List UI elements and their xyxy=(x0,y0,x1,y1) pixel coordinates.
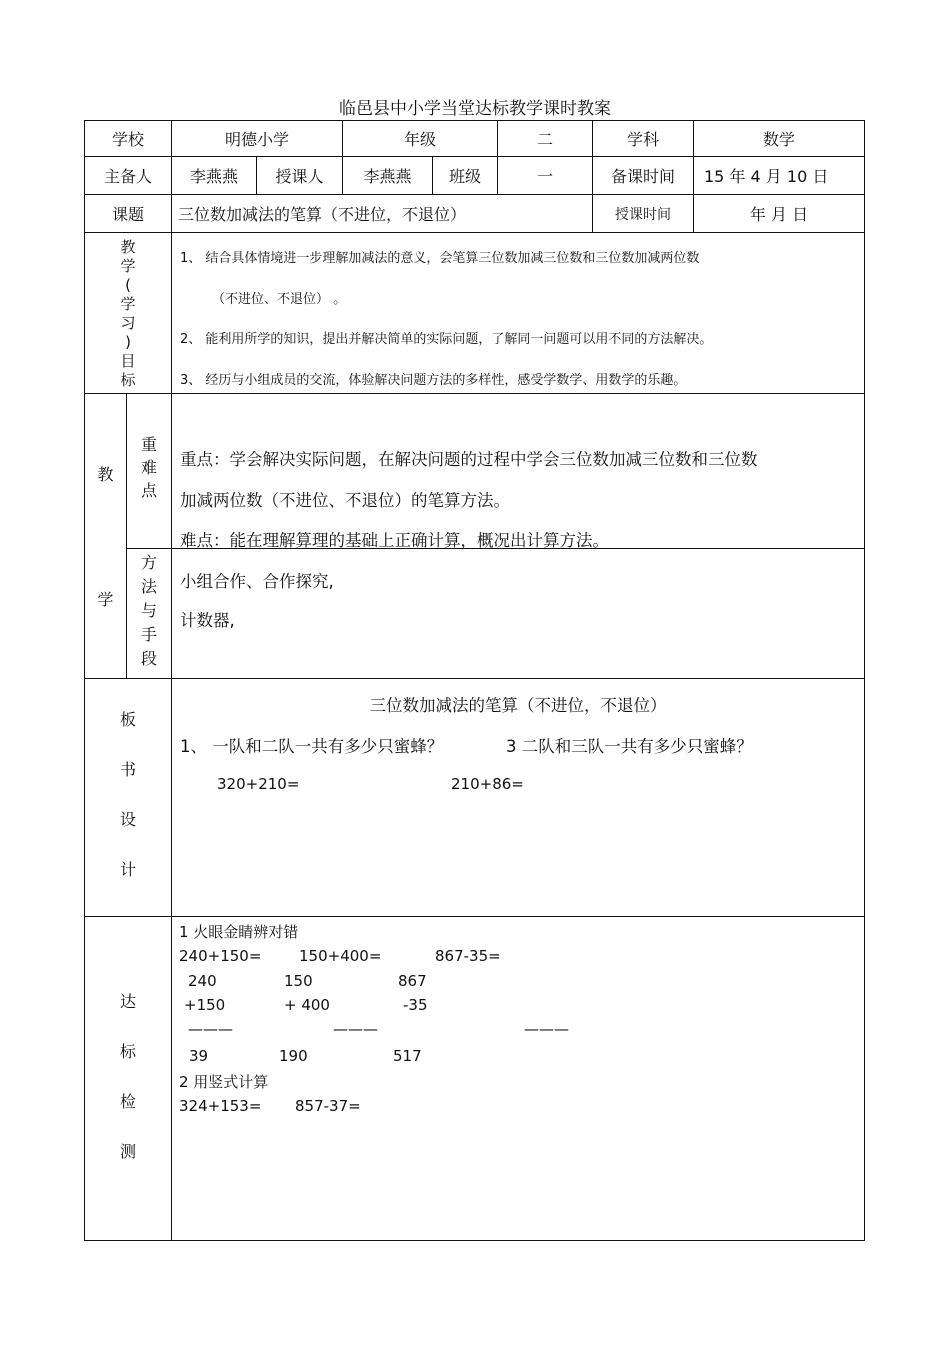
subject-value: 数学 xyxy=(762,130,795,149)
teacher-label: 授课人 xyxy=(275,167,324,186)
check-expr-1: 240+150= xyxy=(179,947,262,965)
goal-item-1: 1、 结合具体情境进一步理解加减法的意义，会笔算三位数加减三位数和三位数加减两位数 xyxy=(180,251,700,266)
check-part2-title: 2 用竖式计算 xyxy=(179,1073,269,1091)
preparer-value: 李燕燕 xyxy=(189,167,238,186)
teaching-outer-char-1: 教 xyxy=(97,465,114,484)
vertical-calc-1-top: 240 xyxy=(188,972,217,990)
vertical-calc-2-top: 150 xyxy=(284,972,313,990)
class-label: 班级 xyxy=(448,167,481,186)
school-label: 学校 xyxy=(111,130,144,149)
subject-label: 学科 xyxy=(626,130,659,149)
board-question-3: 3 二队和三队一共有多少只蜜蜂？ xyxy=(506,737,753,756)
vertical-calc-2-result: 190 xyxy=(279,1047,308,1065)
topic-label: 课题 xyxy=(111,205,144,224)
teach-time-label: 授课时间 xyxy=(615,206,671,223)
vertical-calc-3-line: ——— xyxy=(524,1020,569,1038)
page-title: 临邑县中小学当堂达标教学课时教案 xyxy=(339,99,611,119)
vertical-calc-2-line: ——— xyxy=(333,1020,378,1038)
class-value: 一 xyxy=(536,167,553,186)
goal-item-3: 3、 经历与小组成员的交流，体验解决问题方法的多样性，感受学数学、用数学的乐趣。 xyxy=(180,373,687,388)
vertical-calc-3-top: 867 xyxy=(398,972,427,990)
check-expr-3: 867-35= xyxy=(435,947,501,965)
goal-item-2: 2、 能利用所学的知识，提出并解决简单的实际问题，了解同一问题可以用不同的方法解决。 xyxy=(180,332,713,347)
check-expr-2: 150+400= xyxy=(299,947,382,965)
prep-time-value: 15 年 4 月 10 日 xyxy=(704,167,829,186)
board-question-1: 1、 一队和二队一共有多少只蜜蜂？ xyxy=(180,737,444,756)
teaching-outer-char-2: 学 xyxy=(97,590,114,609)
vertical-calc-1-result: 39 xyxy=(189,1047,209,1065)
focus-line-1: 重点：学会解决实际问题，在解决问题的过程中学会三位数加减三位数和三位数 xyxy=(180,450,758,469)
vertical-calc-1-addend: +150 xyxy=(184,996,226,1014)
goals-label: 教 学 ( 学 习 ) 目 标 xyxy=(120,238,136,389)
check-part2-expr-2: 857-37= xyxy=(295,1097,361,1115)
method-line-1: 小组合作、合作探究, xyxy=(180,572,334,591)
topic-value: 三位数加减法的笔算（不进位，不退位） xyxy=(178,205,467,224)
vertical-calc-2-addend: + 400 xyxy=(284,996,330,1014)
board-expression-1: 320+210= xyxy=(217,775,300,793)
goal-item-1-cont: （不进位、不退位） 。 xyxy=(212,292,347,307)
grade-value: 二 xyxy=(536,130,553,149)
focus-line-3: 难点：能在理解算理的基础上正确计算，概况出计算方法。 xyxy=(180,531,609,550)
check-part2-expr-1: 324+153= xyxy=(179,1097,262,1115)
teacher-value: 李燕燕 xyxy=(363,167,412,186)
board-label: 板 书 设 计 xyxy=(119,710,136,879)
method-label: 方 法 与 手 段 xyxy=(140,553,157,668)
check-label: 达 标 检 测 xyxy=(119,992,136,1161)
school-value: 明德小学 xyxy=(224,130,289,149)
focus-label: 重 难 点 xyxy=(140,435,157,500)
vertical-calc-1-line: ——— xyxy=(188,1020,233,1038)
method-line-2: 计数器, xyxy=(180,611,235,630)
grade-label: 年级 xyxy=(403,130,436,149)
preparer-label: 主备人 xyxy=(103,167,152,186)
check-part1-title: 1 火眼金睛辨对错 xyxy=(179,923,299,941)
vertical-calc-3-subtrahend: -35 xyxy=(403,996,428,1014)
board-expression-2: 210+86= xyxy=(451,775,524,793)
board-heading: 三位数加减法的笔算（不进位，不退位） xyxy=(369,696,667,715)
focus-line-2: 加减两位数（不进位、不退位）的笔算方法。 xyxy=(180,491,510,510)
prep-time-label: 备课时间 xyxy=(610,167,675,186)
teach-time-value: 年 月 日 xyxy=(749,205,809,224)
vertical-calc-3-result: 517 xyxy=(393,1047,422,1065)
